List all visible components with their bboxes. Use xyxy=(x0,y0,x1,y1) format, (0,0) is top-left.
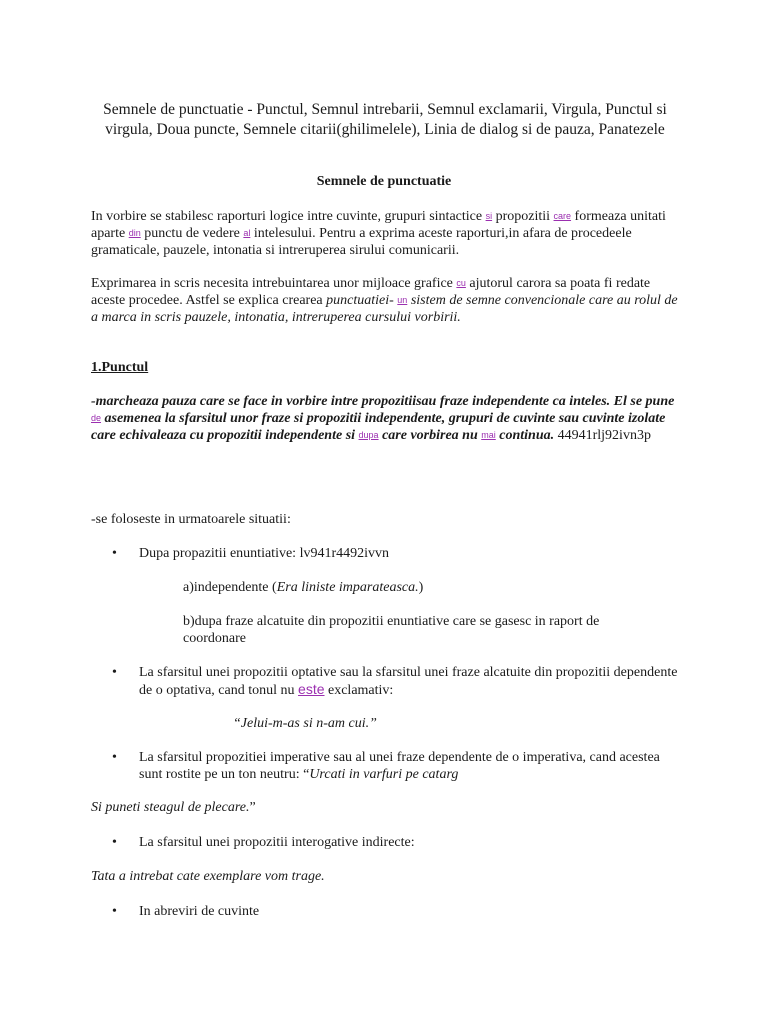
text-span: punctu de vedere xyxy=(140,226,244,241)
bullet-text: Dupa propazitii enuntiative: lv941r4492ivvn xyxy=(139,546,390,561)
text-span: Urcati in varfuri pe catarg xyxy=(309,767,459,782)
bullet-text: In abreviri de cuvinte xyxy=(139,904,260,919)
paragraph-intro xyxy=(91,208,681,259)
text-span: sistem de semne convencionale care au rolul de a marca in scris pauzele, intonatia, intreruperea cursului vorbirii. xyxy=(91,293,678,325)
bullet-icon: • xyxy=(112,835,117,850)
quote-text: “Jelui-m-as si n-am cui.” xyxy=(233,716,377,731)
text-span: La sfarsitul unei propozitii optative sau la sfarsitul unei fraze alcatuite din propozitii dependente de o optativa, cand tonul nu xyxy=(139,665,678,698)
text-span: a)independente ( xyxy=(183,580,277,595)
bullet-text xyxy=(139,664,679,699)
keyword-link[interactable]: mai xyxy=(481,430,496,440)
text-span: care vorbirea nu xyxy=(378,428,482,443)
text-span: -marcheaza pauza care se face in vorbire intre propozitiisau fraze independente ca inteles. El se pune xyxy=(91,394,675,409)
example-line: Tata a intrebat cate exemplare vom trage. xyxy=(91,869,325,884)
example-line xyxy=(91,799,681,816)
text-span: In vorbire se stabilesc raporturi logice intre cuvinte, grupuri sintactice xyxy=(91,209,486,224)
text-span: ) xyxy=(418,580,424,595)
bullet-icon: • xyxy=(112,546,117,561)
keyword-link[interactable]: este xyxy=(298,681,325,697)
text-span: asemenea la sfarsitul unor fraze si propozitii independente, grupuri de cuvinte sau cuvinte izolate care echivaleaza cu propozitii independente si xyxy=(91,411,666,443)
text-span: ajutorul carora sa poata fi redate aceste procedee. Astfel se explica crearea xyxy=(91,276,651,308)
text-span: Si puneti steagul de plecare. xyxy=(91,800,250,815)
text-span: formeaza unitati aparte xyxy=(91,209,666,241)
section-heading: Semnele de punctuatie xyxy=(316,174,452,189)
paragraph-exprimarea xyxy=(91,275,681,326)
text-span: Era liniste imparateasca. xyxy=(276,580,419,595)
sub-item xyxy=(183,579,653,596)
text-span: La sfarsitul propozitiei imperative sau al unei fraze dependente de o imperativa, cand acestea sunt rostite pe un ton neutru: “ xyxy=(139,750,660,782)
paragraph-situatii: -se foloseste in urmatoarele situatii: xyxy=(91,512,291,527)
keyword-link[interactable]: care xyxy=(553,211,572,221)
text-span: continua. xyxy=(495,428,555,443)
keyword-link[interactable]: si xyxy=(485,211,493,221)
text-span: exclamativ: xyxy=(324,683,394,698)
paragraph-punctul-definition xyxy=(91,393,681,444)
text-span: propozitii xyxy=(492,209,554,224)
bullet-text: La sfarsitul unei propozitii interogative indirecte: xyxy=(139,835,415,850)
text-span: ” xyxy=(249,800,256,815)
sub-item: b)dupa fraze alcatuite din propozitii enuntiative care se gasesc in raport de coordonare xyxy=(183,614,600,646)
keyword-link[interactable]: din xyxy=(128,228,141,238)
keyword-link[interactable]: al xyxy=(243,228,251,238)
heading-punctul: 1.Punctul xyxy=(91,360,149,375)
keyword-link[interactable]: un xyxy=(397,295,408,305)
keyword-link[interactable]: de xyxy=(91,413,102,423)
keyword-link[interactable]: cu xyxy=(456,278,466,288)
bullet-text xyxy=(139,749,679,783)
text-span: punctuatiei- xyxy=(326,293,398,308)
bullet-icon: • xyxy=(112,750,117,765)
text-span: Exprimarea in scris necesita intrebuintarea unor mijloace grafice xyxy=(91,276,457,291)
document-title: Semnele de punctuatie - Punctul, Semnul intrebarii, Semnul exclamarii, Virgula, Punctul si virgula, Doua puncte, Semnele citarii(ghilimelele), Linia de dialog si de pauza, Panatezele xyxy=(103,101,667,138)
bullet-icon: • xyxy=(112,904,117,919)
keyword-link[interactable]: dupa xyxy=(358,430,379,440)
bullet-icon: • xyxy=(112,665,117,680)
text-span: intelesului. Pentru a exprima aceste raporturi,in afara de procedeele gramaticale, pauzele, intonatia si intreruperea sirului comunicarii. xyxy=(91,226,632,258)
text-span: 44941rlj92ivn3p xyxy=(554,428,651,443)
